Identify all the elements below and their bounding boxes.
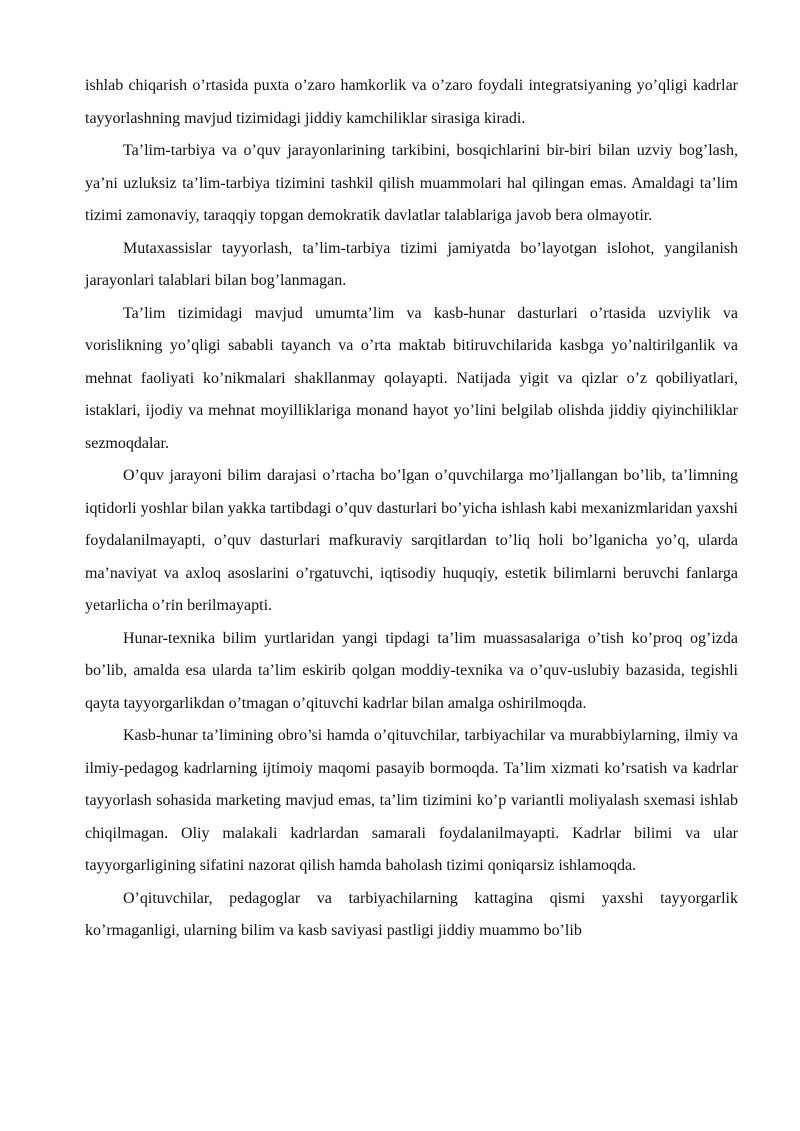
paragraph: Ta’lim-tarbiya va o’quv jarayonlarining tarkibini, bosqichlarini bir-biri bilan uzviy bog’lash, ya’ni uzluksiz ta’lim-tarbiya tizimini tashkil qilish muammolari hal qilingan emas. Amaldagi ta’lim tizimi zamonaviy, taraqqiy topgan demokratik davlatlar talablariga javob bera olmayotir. — [85, 142, 738, 224]
paragraph: O’qituvchilar, pedagoglar va tarbiyachilarning kattagina qismi yaxshi tayyorgarlik ko’rmaganligi, ularning bilim va kasb saviyasi pastligi jiddiy muammo bo’lib — [85, 889, 738, 939]
paragraph: Hunar-texnika bilim yurtlaridan yangi tipdagi ta’lim muassasalariga o’tish ko’proq og’izda bo’lib, amalda esa ularda ta’lim eskirib qolgan moddiy-texnika va o’quv-uslubiy bazasida, tegishli qayta tayyorgarlikdan o’tmagan o’qituvchi kadrlar bilan amalga oshirilmoqda. — [85, 629, 738, 712]
paragraph: Ta’lim tizimidagi mavjud umumta’lim va kasb-hunar dasturlari o’rtasida uzviylik va vorislikning yo’qligi sababli tayanch va o’rta maktab bitiruvchilarida kasbga yo’naltirilganlik va mehnat faoliyati ko’nikmalari shakllanmay qolayapti. Natijada yigit va qizlar o’z qobiliyatlari, istaklari, ijodiy va mehnat moyilliklariga monand hayot yo’lini belgilab olishda jiddiy qiyinchiliklar sezmoqdalar. — [85, 304, 738, 452]
paragraph-continuation: ishlab chiqarish o’rtasida puxta o’zaro hamkorlik va o’zaro foydali integratsiyaning yo’qligi kadrlar tayyorlashning mavjud tizimidagi jiddiy kamchiliklar sirasiga kiradi. — [85, 77, 738, 127]
paragraph: Mutaxassislar tayyorlash, ta’lim-tarbiya tizimi jamiyatda bo’layotgan islohot, yangilanish jarayonlari talablari bilan bog’lanmagan. — [85, 239, 738, 289]
paragraph: O’quv jarayoni bilim darajasi o’rtacha bo’lgan o’quvchilarga mo’ljallangan bo’lib, ta’limning iqtidorli yoshlar bilan yakka tartibdagi o’quv dasturlari bo’yicha ishlash kabi mexanizmlaridan yaxshi foydalanilmayapti, o’quv dasturlari mafkuraviy sarqitlardan to’liq holi bo’lganicha yo’q, ularda ma’naviyat va axloq asoslarini o’rgatuvchi, iqtisodiy huquqiy, estetik bilimlarni beruvchi fanlarga yetarlicha o’rin berilmayapti. — [85, 467, 738, 614]
document-page — [85, 70, 738, 948]
paragraph: Kasb-hunar ta’limining obro’si hamda o’qituvchilar, tarbiyachilar va murabbiylarning, ilmiy va ilmiy-pedagog kadrlarning ijtimoiy maqomi pasayib bormoqda. Ta’lim xizmati ko’rsatish va kadrlar tayyorlash sohasida marketing mavjud emas, ta’lim tizimini ko’p variantli moliyalash sxemasi ishlab chiqilmagan. Oliy malakali kadrlardan samarali foydalanilmayapti. Kadrlar bilimi va ular tayyorgarligining sifatini nazorat qilish hamda baholash tizimi qoniqarsiz ishlamoqda. — [85, 727, 738, 874]
